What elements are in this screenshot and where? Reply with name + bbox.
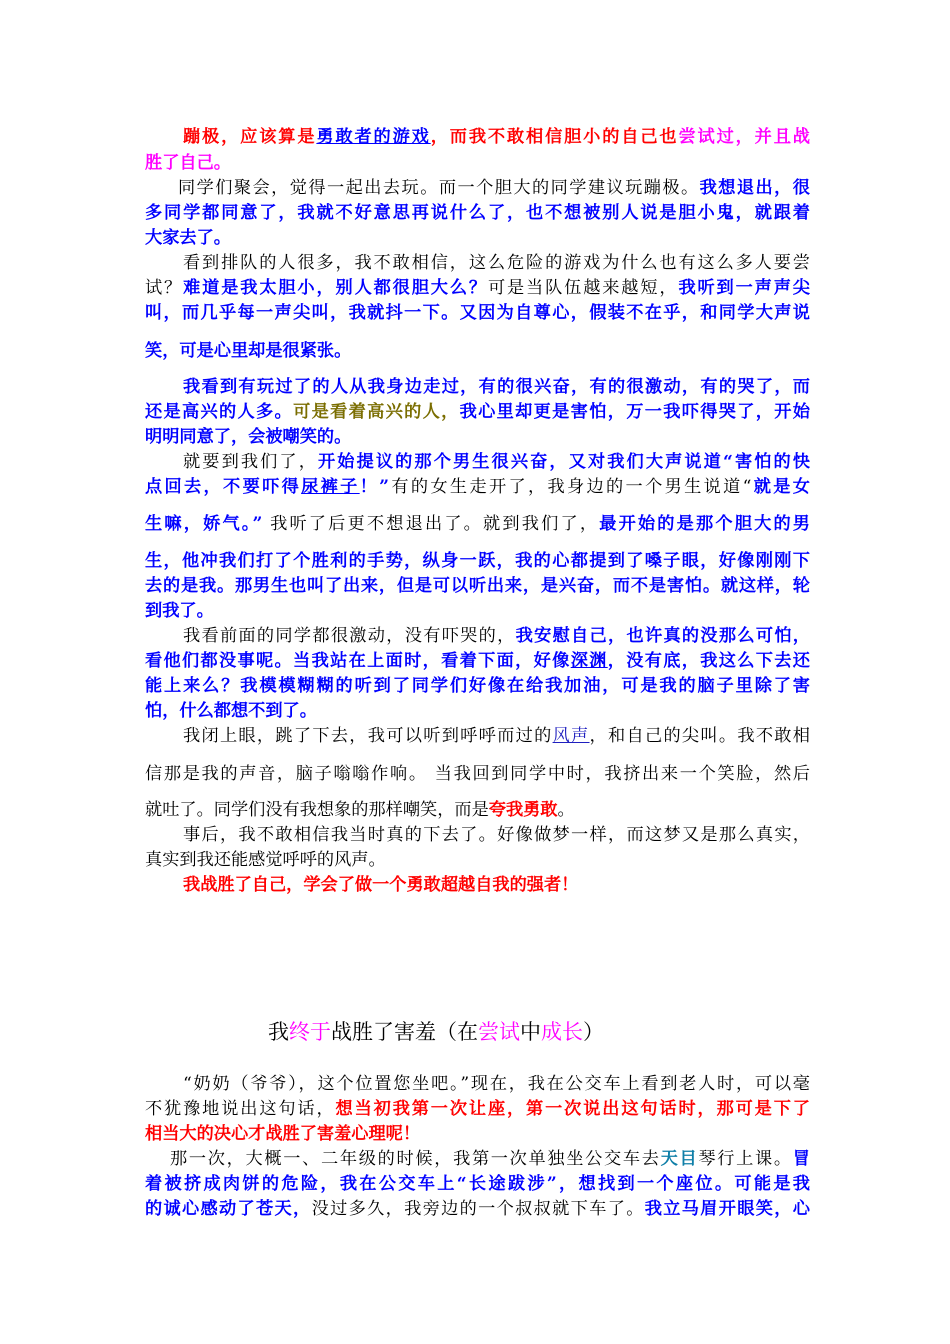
text-run: 看他们都没事呢。当我站在上面时，看着下面，好像: [145, 651, 571, 671]
text-run: 我立马眉开眼笑，心: [644, 1199, 810, 1219]
text-line: [183, 449, 810, 475]
text-line: [183, 623, 810, 649]
text-run: 成长: [541, 1020, 583, 1044]
text-run: 多同学都同意了，我就不好意思再说什么了，也不想被别人说是胆小鬼，就跟着: [145, 203, 810, 223]
text-run: 事后，我不敢相信我当时真的下去了。好像做梦一样，而这梦又是那么真实，: [183, 825, 810, 845]
text-line: [145, 847, 386, 873]
text-line: [183, 374, 810, 400]
text-run: “奶奶（爷爷），这个位置您坐吧。”现在，我在公交车上看到老人时，可以毫: [183, 1074, 810, 1094]
text-line: [170, 1146, 810, 1172]
text-run: 夸我勇敢: [488, 800, 558, 820]
text-run: 我安慰自己，也许真的没那么可怕，: [515, 626, 810, 646]
text-line: [145, 648, 810, 674]
text-line: [145, 1171, 810, 1197]
text-line: [183, 872, 578, 898]
text-run: 着被挤成肉饼的危险，我在公交车上“长途跋涉”，想找到一个座位。可能是我: [145, 1174, 810, 1194]
text-line: [145, 150, 231, 176]
text-run: 信那是我的声音，脑子嗡嗡作响。 当我回到同学中时，我挤出来一个笑脸，然后: [145, 764, 810, 784]
text-run: 我闭上眼，跳了下去，我可以听到呼呼而过的: [183, 726, 553, 746]
text-run: 就要到我们了，: [183, 452, 318, 472]
text-run: 勇敢者的游戏: [316, 127, 431, 147]
text-run: ，而我不敢相信胆小的自己也: [430, 127, 679, 147]
text-run: 可是当队伍越来越短，: [487, 278, 679, 298]
text-run: 我听了后更不想退出了。就到我们了，: [262, 514, 600, 534]
text-run: ，和自己的尖叫。我不敢相: [589, 726, 810, 746]
text-line: [145, 573, 810, 599]
text-run: 的诚心感动了苍天，: [145, 1199, 312, 1219]
text-line: [145, 300, 810, 326]
text-run: 可是看着高兴的人，: [293, 402, 460, 422]
text-run: 生，他冲我们打了个胜利的手势，纵身一跃，我的心都提到了嗓子眼，好像刚刚下: [145, 551, 810, 571]
text-run: 中: [520, 1020, 541, 1044]
text-run: 我看前面的同学都很激动，没有吓哭的，: [183, 626, 516, 646]
text-line: [145, 698, 317, 724]
text-run: 我想退出，很: [699, 178, 810, 198]
text-run: 点回去，不要吓得: [145, 477, 302, 497]
text-run: 试？: [145, 278, 184, 298]
text-line: [145, 761, 810, 787]
text-line: [145, 474, 810, 500]
text-run: 去的是我。那男生也叫了出来，但是可以听出来，是兴奋，而不是害怕。就这样，轮: [145, 576, 810, 596]
text-run: 明明同意了，会被嘲笑的。: [145, 427, 352, 447]
text-run: 最开始的是那个胆大的男: [599, 514, 810, 534]
text-run: 蹦极，应该算是: [183, 127, 317, 147]
text-run: 战胜了害羞（在: [331, 1020, 478, 1044]
text-line: [145, 673, 810, 699]
text-run: 我: [268, 1020, 289, 1044]
text-line: [145, 1096, 810, 1122]
text-run: 我看到有玩过了的人从我身边走过，有的很兴奋，有的很激动，有的哭了，而: [183, 377, 810, 397]
text-run: 想当初我第一次让座，第一次说出这句话时，那可是下了: [335, 1099, 810, 1119]
text-run: 真实到我还能感觉呼呼的风声。: [145, 850, 386, 870]
text-run: 还是高兴的人多。: [145, 402, 294, 422]
text-line: [145, 225, 231, 251]
text-line: [145, 399, 810, 425]
text-run: 冒: [792, 1149, 810, 1169]
text-line: [178, 175, 810, 201]
text-run: 笑，可是心里却是很紧张。: [145, 341, 352, 361]
text-run: 尿裤子: [301, 477, 360, 497]
text-run: 我心里却更是害怕，万一我吓得哭了，开始: [459, 402, 810, 422]
text-run: 那一次，大概一、二年级的时候，我第一次单独坐公交车去: [170, 1149, 661, 1169]
essay-title: [268, 1017, 604, 1047]
text-run: 胜了自己。: [145, 153, 231, 173]
text-run: 我听到一声声尖: [678, 278, 810, 298]
text-line: [183, 1071, 810, 1097]
text-run: ！”: [359, 477, 390, 497]
text-run: 没过多久，我旁边的一个叔叔就下车了。: [311, 1199, 645, 1219]
text-run: ）: [583, 1020, 604, 1044]
text-line: [145, 338, 351, 364]
text-run: 琴行上课。: [698, 1149, 793, 1169]
text-line: [145, 424, 351, 450]
text-run: 相当大的决心才战胜了害羞心理呢！: [145, 1124, 421, 1144]
text-run: 难道是我太胆小，别人都很胆大么？: [183, 278, 488, 298]
text-run: 深渊: [570, 651, 608, 671]
text-run: 有的女生走开了，我身边的一个男生说道“: [389, 477, 752, 497]
text-run: 尝试过，并且战: [678, 127, 810, 147]
text-run: ，没有底，我这么下去还: [607, 651, 810, 671]
text-line: [145, 200, 810, 226]
text-run: 怕，什么都想不到了。: [145, 701, 317, 721]
text-line: [145, 548, 810, 574]
text-run: 风声: [552, 726, 590, 746]
text-line: [145, 275, 810, 301]
text-run: 尝试: [478, 1020, 520, 1044]
text-line: [145, 598, 214, 624]
text-run: 叫，而几乎每一声尖叫，我就抖一下。又因为自尊心，假装不在乎，和同学大声说: [145, 303, 810, 323]
text-run: 不犹豫地说出这句话，: [145, 1099, 336, 1119]
text-line: [183, 723, 810, 749]
text-run: 开始提议的那个男生很兴奋，又对我们大声说道“害怕的快: [318, 452, 810, 472]
text-run: 终于: [289, 1020, 331, 1044]
text-run: 就是女: [751, 477, 810, 497]
text-run: 到我了。: [145, 601, 214, 621]
text-run: 看到排队的人很多，我不敢相信，这么危险的游戏为什么也有这么多人要尝: [183, 253, 810, 273]
text-run: 我战胜了自己，学会了做一个勇敢超越自我的强者！: [183, 875, 579, 895]
text-line: [183, 124, 810, 150]
text-line: [145, 1121, 420, 1147]
text-line: [183, 250, 810, 276]
text-run: 就吐了。同学们没有我想象的那样嘲笑，而是: [145, 800, 489, 820]
text-line: [145, 511, 810, 537]
text-run: 天目: [660, 1149, 699, 1169]
text-run: 。: [557, 800, 575, 820]
text-line: [145, 797, 575, 823]
text-run: 生嘛，娇气。”: [145, 514, 263, 534]
text-run: 大家去了。: [145, 228, 231, 248]
text-line: [183, 822, 810, 848]
text-run: 同学们聚会，觉得一起出去玩。而一个胆大的同学建议玩蹦极。: [178, 178, 700, 198]
text-line: [145, 1196, 810, 1222]
text-run: 能上来么？我模模糊糊的听到了同学们好像在给我加油，可是我的脑子里除了害: [145, 676, 810, 696]
